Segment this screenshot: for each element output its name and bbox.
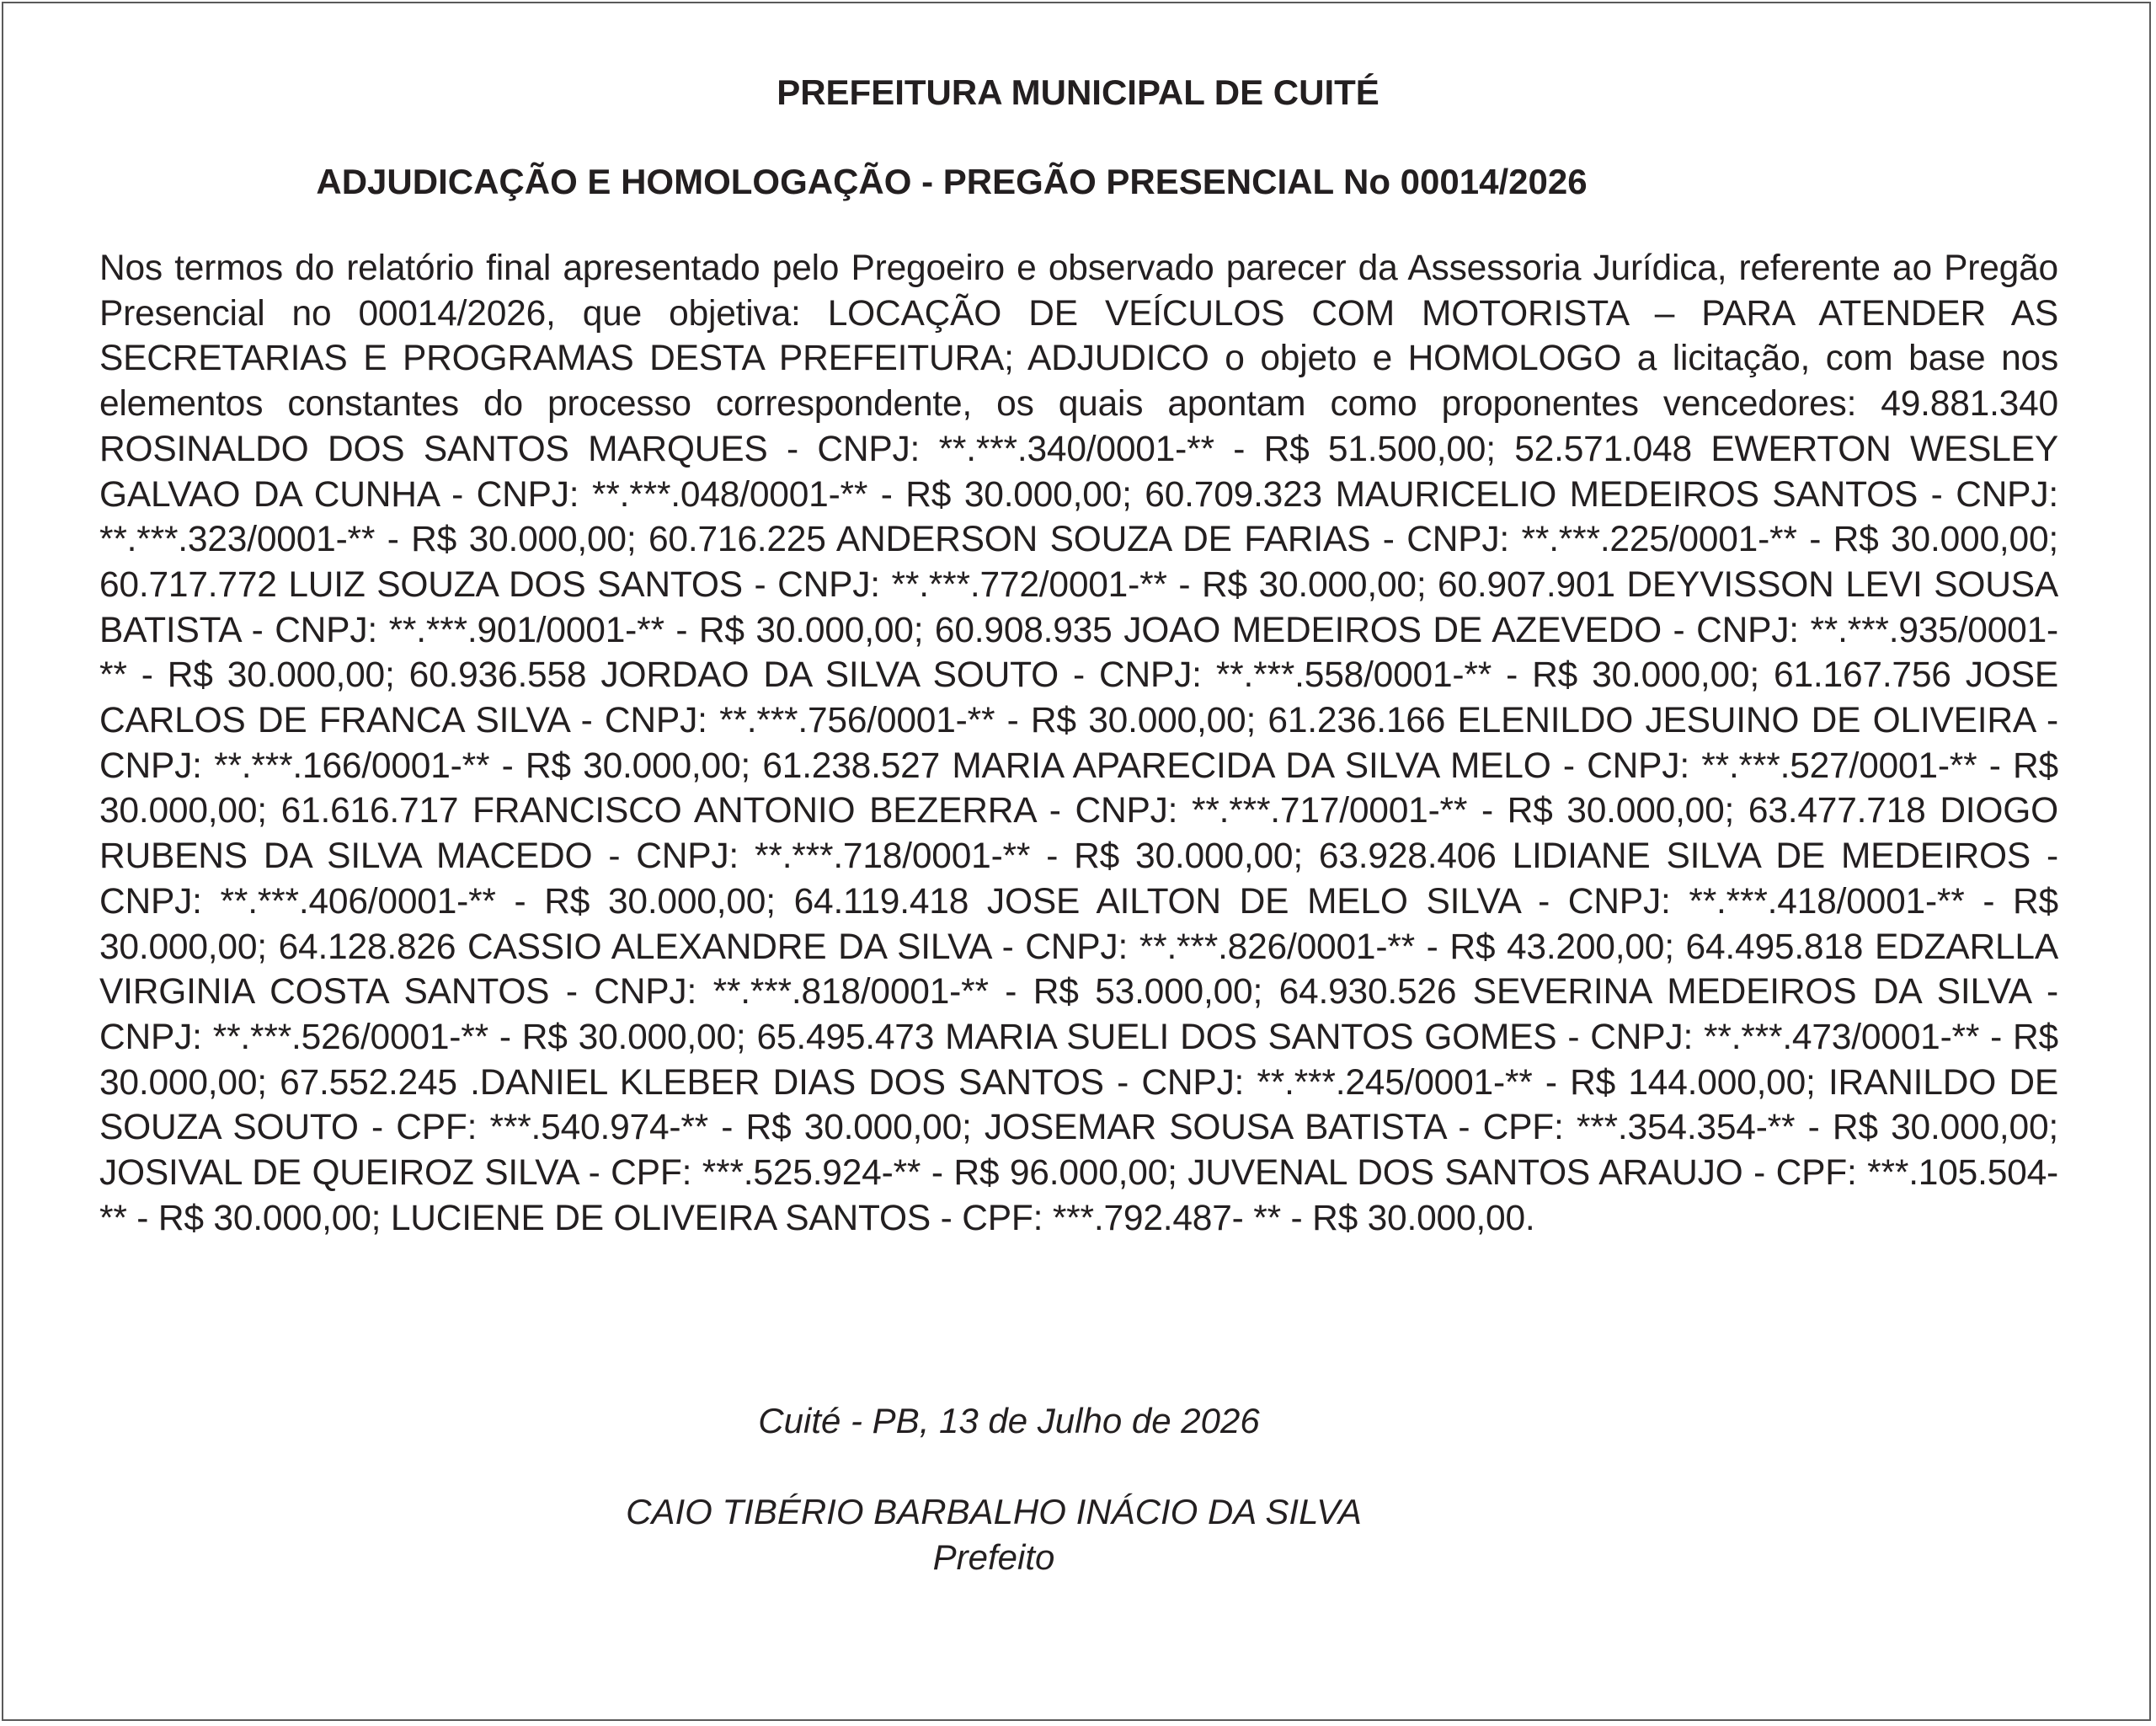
date-line: Cuité - PB, 13 de Julho de 2026 xyxy=(758,1401,1260,1440)
signatory-name: CAIO TIBÉRIO BARBALHO INÁCIO DA SILVA xyxy=(626,1492,1362,1531)
signatory-role: Prefeito xyxy=(932,1537,1055,1577)
notice-title: ADJUDICAÇÃO E HOMOLOGAÇÃO - PREGÃO PRESENCIAL No 00014/2026 xyxy=(316,162,1588,201)
organization-heading: PREFEITURA MUNICIPAL DE CUITÉ xyxy=(776,72,1380,112)
notice-body: Nos termos do relatório final apresentado pelo Pregoeiro e observado parecer da Assessoria Jurídica, referente ao Pregão Presencial no 00014/2026, que objetiva: LOCAÇÃO DE VEÍCULOS COM MOTORISTA – PARA ATENDER AS SECRETARIAS E PROGRAMAS DESTA PREFEITURA; ADJUDICO o objeto e HOMOLOGO a licitação, com base nos elementos constantes do processo correspondente, os quais apontam como proponentes vencedores: 49.881.340 ROSINALDO DOS SANTOS MARQUES - CNPJ: **.***.340/0001-** - R$ 51.500,00; 52.571.048 EWERTON WESLEY GALVAO DA CUNHA - CNPJ: **.***.048/0001-** - R$ 30.000,00; 60.709.323 MAURICELIO MEDEIROS SANTOS - CNPJ: **.***.323/0001-** - R$ 30.000,00; 60.716.225 ANDERSON SOUZA DE FARIAS - CNPJ: **.***.225/0001-** - R$ 30.000,00; 60.717.772 LUIZ SOUZA DOS SANTOS - CNPJ: **.***.772/0001-** - R$ 30.000,00; 60.907.901 DEYVISSON LEVI SOUSA BATISTA - CNPJ: **.***.901/0001-** - R$ 30.000,00; 60.908.935 JOAO MEDEIROS DE AZEVEDO - CNPJ: **.***.935/0001-** - R$ 30.000,00; 60.936.558 JORDAO DA SILVA SOUTO - CNPJ: **.***.558/0001-** - R$ 30.000,00; 61.167.756 JOSE CARLOS DE FRANCA SILVA - CNPJ: **.***.756/0001-** - R$ 30.000,00; 61.236.166 ELENILDO JESUINO DE OLIVEIRA - CNPJ: **.***.166/0001-** - R$ 30.000,00; 61.238.527 MARIA APARECIDA DA SILVA MELO - CNPJ: **.***.527/0001-** - R$ 30.000,00; 61.616.717 FRANCISCO ANTONIO BEZERRA - CNPJ: **.***.717/0001-** - R$ 30.000,00; 63.477.718 DIOGO RUBENS DA SILVA MACEDO - CNPJ: **.***.718/0001-** - R$ 30.000,00; 63.928.406 LIDIANE SILVA DE MEDEIROS - CNPJ: **.***.406/0001-** - R$ 30.000,00; 64.119.418 JOSE AILTON DE MELO SILVA - CNPJ: **.***.418/0001-** - R$ 30.000,00; 64.128.826 CASSIO ALEXANDRE DA SILVA - CNPJ: **.***.826/0001-** - R$ 43.200,00; 64.495.818 EDZARLLA VIRGINIA COSTA SANTOS - CNPJ: **.***.818/0001-** - R$ 53.000,00; 64.930.526 SEVERINA MEDEIROS DA SILVA - CNPJ: **.***.526/0001-** - R$ 30.000,00; 65.495.473 MARIA SUELI DOS SANTOS GOMES - CNPJ: **.***.473/0001-** - R$ 30.000,00; 67.552.245 .DANIEL KLEBER DIAS DOS SANTOS - CNPJ: **.***.245/0001-** - R$ 144.000,00; IRANILDO DE SOUZA SOUTO - CPF: ***.540.974-** - R$ 30.000,00; JOSEMAR SOUSA BATISTA - CPF: ***.354.354-** - R$ 30.000,00; JOSIVAL DE QUEIROZ SILVA - CPF: ***.525.924-** - R$ 96.000,00; JUVENAL DOS SANTOS ARAUJO - CPF: ***.105.504-** - R$ 30.000,00; LUCIENE DE OLIVEIRA SANTOS - CPF: ***.792.487- ** - R$ 30.000,00. xyxy=(99,248,2058,1238)
